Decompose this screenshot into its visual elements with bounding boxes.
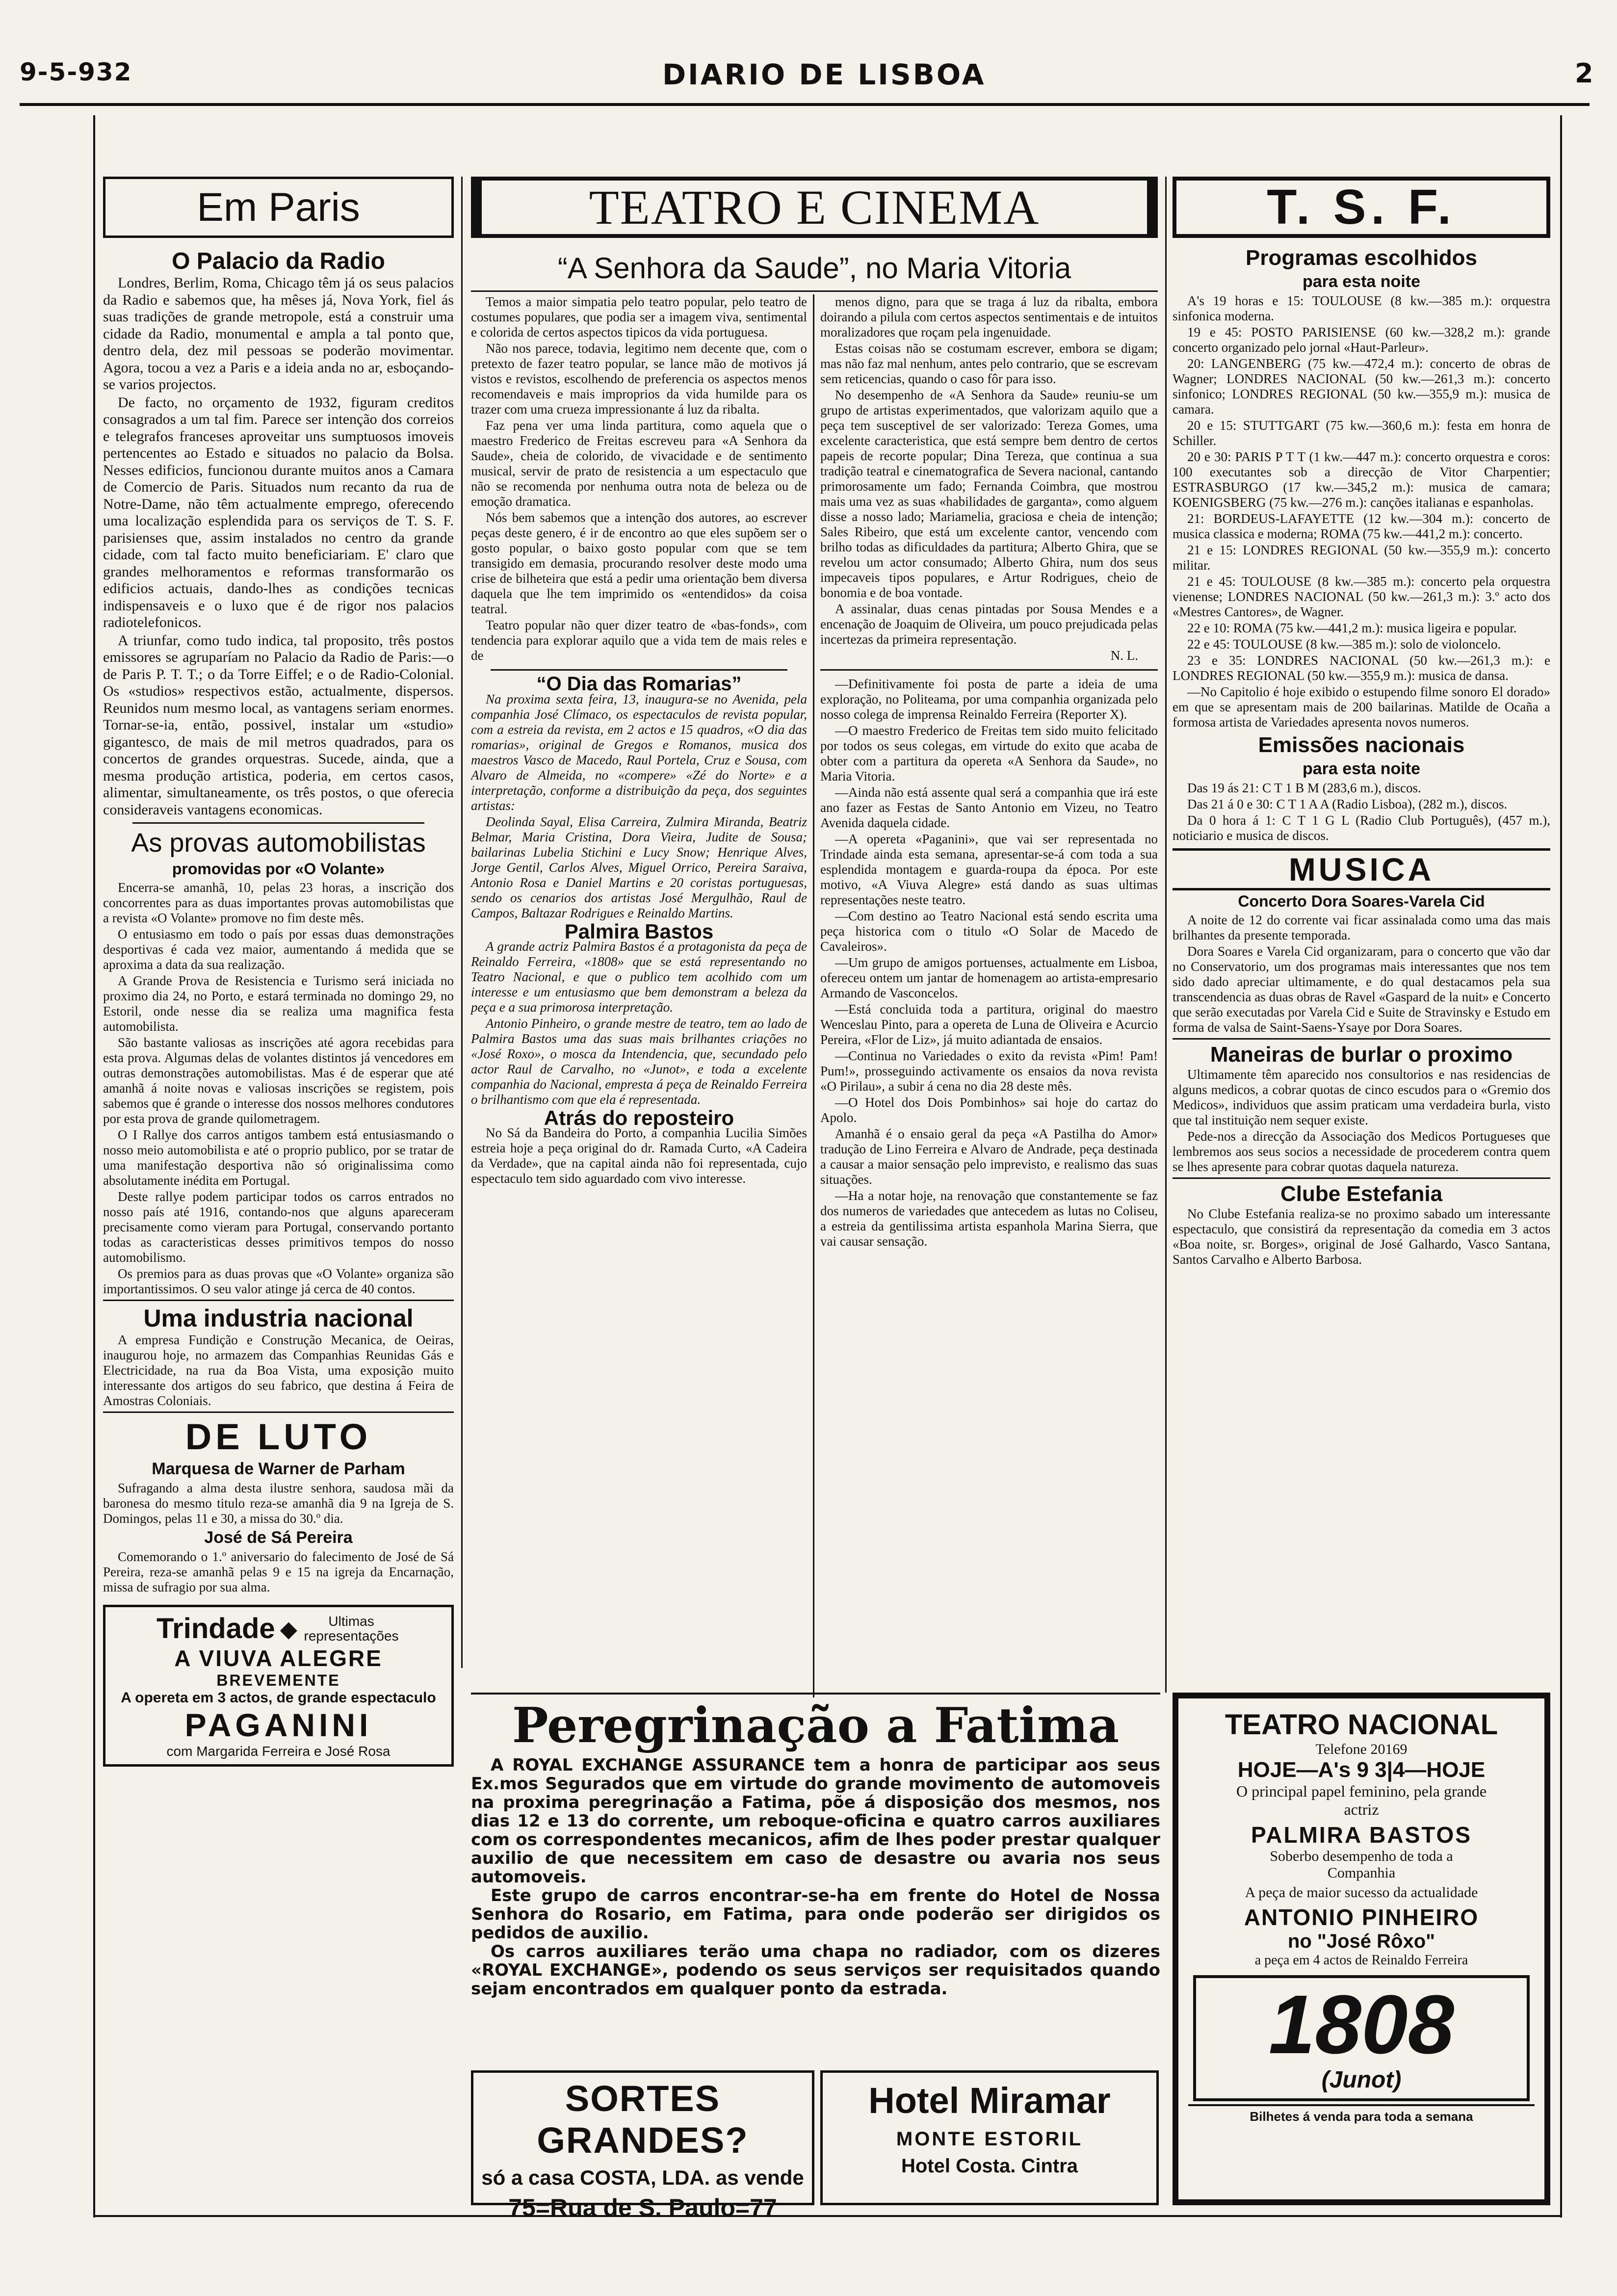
burlar-p1: Ultimamente têm aparecido nos consultorios e nas residencias de alguns medicos, a cobrar quotas de cinco escudos para o «Gremio dos Medicos», individuos que assim praticam uma verdadeira burla, visto que tal instituição nem sequer existe. — [1173, 1067, 1550, 1127]
nacional-actor2: no "José Rôxo" — [1287, 1931, 1435, 1952]
tsf-item: 22 e 45: TOULOUSE (8 kw.—385 m.): solo de violoncelo. — [1187, 637, 1501, 652]
divider — [132, 822, 424, 824]
news-item: —Ainda não está assente qual será a companhia que irá este ano fazer as Festas de Santo Antonio em Vizeu, no Teatro Avenida daquela cidade. — [820, 785, 1158, 830]
page-border-right — [1560, 115, 1562, 2218]
nacional-tickets: Bilhetes á venda para toda a semana — [1188, 2104, 1535, 2124]
luto-p1: Sufragando a alma desta ilustre senhora, saudosa mãi da baronesa do mesmo titulo reza-se amanhã dia 9 na Igreja de S. Domingos, pelas 11 e 30, a missa do 30.º dia. — [103, 1481, 454, 1526]
teatro-title: “A Senhora da Saude”, no Maria Vitoria — [557, 252, 1071, 285]
trindade-ad — [103, 1605, 454, 1767]
provas-subtitle: promovidas por «O Volante» — [172, 860, 385, 878]
news-item: Amanhã é o ensaio geral da peça «A Pastilha do Amor» tradução de Lino Ferreira e Alvaro de Andrade, peça destinada a causar a maior sensação pelo imprevisto, e realismo das suas situações. — [820, 1126, 1158, 1187]
teatro-heading — [471, 177, 1158, 238]
estefania-article — [1173, 1206, 1550, 1267]
tsf-heading-text: T. S. F. — [1267, 180, 1456, 235]
provas-p6: Deste rallye podem participar todos os carros entrados no nosso país até 1916, contando-nos que alguns apareceram precisamente como vieram para Portugal, conservando portanto todas as caracteristicas desses primitivos tempos do nosso automobilismo. — [103, 1189, 454, 1265]
divider — [471, 1693, 1160, 1695]
teatro-rule — [471, 290, 1158, 292]
tsf-heading — [1173, 177, 1550, 238]
news-item: —O maestro Frederico de Freitas tem sido muito felicitado por todos os seus colegas, em virtude do exito que acaba de obter com a partitura da opereta «A Senhora da Saude», no Maria Vitoria. — [820, 723, 1158, 783]
news-item: —Com destino ao Teatro Nacional está sendo escrita uma peça historica com o titulo «O Solar de Macedo de Cavaleiros». — [820, 909, 1158, 954]
emissoes-list — [1173, 781, 1550, 843]
luto-title: DE LUTO — [185, 1416, 372, 1457]
tsf-item: 20 e 30: PARIS P T T (1 kw.—447 m.): concerto orquestra e coros: 100 executantes sob a direcção de Vitor Charpentier; ESTRASBURGO (17 kw.—345,2 m.): musica de camara; KOENIGSBERG (75 kw.—276 m.): canções italianas e espanholas. — [1173, 449, 1550, 510]
fatima-ad — [471, 1693, 1160, 1998]
burlar-title: Maneiras de burlar o proximo — [1210, 1043, 1513, 1067]
burlar-p2: Pede-nos a direcção da Associação dos Medicos Portugueses que lembremos aos seus socios a necessidade de procederem contra quem se lhes apresente para cobrar quotas daquela natureza. — [1173, 1129, 1550, 1174]
nacional-number-box — [1193, 1975, 1530, 2101]
tsf-item: A's 19 horas e 15: TOULOUSE (8 kw.—385 m.): orquestra sinfonica moderna. — [1173, 293, 1550, 323]
diamond-icon: ◆ — [280, 1615, 298, 1642]
nacional-play: a peça em 4 actos de Reinaldo Ferreira — [1254, 1953, 1468, 1968]
trindade-show: PAGANINI — [184, 1707, 372, 1743]
em-paris-heading — [103, 177, 454, 238]
estefania-title: Clube Estefania — [1280, 1182, 1443, 1206]
miramar-line2: Hotel Costa. Cintra — [901, 2155, 1078, 2177]
paris-title: O Palacio da Radio — [172, 248, 385, 274]
news-item: —O Hotel dos Dois Pombinhos» sai hoje do cartaz do Apolo. — [820, 1095, 1158, 1125]
teatro-c1-p: Faz pena ver uma linda partitura, como aquela que o maestro Frederico de Freitas escreveu para «A Senhora da Saude», cheia de colorido, de vivacidade e de sentimento musical, servir de prato de resistencia a um espectaculo que não se recomenda por nenhuma outra nota de beleza ou de emoção dramatica. — [471, 418, 807, 509]
tsf-item: 20 e 15: STUTTGART (75 kw.—360,6 m.): festa em honra de Schiller. — [1173, 418, 1550, 448]
provas-p1: Encerra-se amanhã, 10, pelas 23 horas, a inscrição dos concorrentes para as duas importantes provas automobilistas que a revista «O Volante» promove no fim deste mês. — [103, 880, 454, 925]
column-rule — [461, 177, 463, 1668]
news-item: —Continua no Variedades o exito da revista «Pim! Pam! Pum!», prosseguindo activamente os ensaios da nova revista «O Pirilau», a subir á cena no dia 28 deste mês. — [820, 1048, 1158, 1094]
teatro-col1 — [471, 294, 807, 1187]
nacional-actress: PALMIRA BASTOS — [1251, 1822, 1472, 1848]
news-item: —Ha a notar hoje, na renovação que constantemente se faz dos numeros de variedades que antecedem as lutas no Coliseu, a estreia da gentilissima artista espanhola Marina Sierra, que vai causar sensação. — [820, 1188, 1158, 1249]
sortes-title: SORTES GRANDES? — [537, 2078, 749, 2161]
news-item: —Está concluida toda a partitura, original do maestro Wenceslau Pinto, para a opereta de Luna de Oliveira e Acurcio Pereira, «Flor de Liz», já muito adiantada de ensaios. — [820, 1002, 1158, 1047]
tsf-item: 20: LANGENBERG (75 kw.—472,4 m.): concerto de obras de Wagner; LONDRES NACIONAL (50 kw.—261,3 m.): concerto sinfonico; LONDRES REGIONAL (50 kw.—355,9 m.): musica de camara. — [1173, 356, 1550, 417]
estefania-p1: No Clube Estefania realiza-se no proximo sabado um interessante espectaculo, que consistirá da representação da comedia em 3 actos «Boa noite, sr. Borges», original de José Galhardo, Vasco Santana, Santos Carvalho e Alberto Barbosa. — [1173, 1206, 1550, 1267]
provas-article — [103, 880, 454, 1297]
nacional-big: 1808 — [1268, 1978, 1455, 2071]
page-border-left — [93, 115, 95, 2218]
teatro-sign: N. L. — [1110, 648, 1138, 663]
nacional-today: HOJE—A's 9 3|4—HOJE — [1237, 1758, 1486, 1782]
miramar-line1: MONTE ESTORIL — [896, 2128, 1083, 2150]
tsf-list — [1173, 293, 1550, 730]
romarias-title: “O Dia das Romarias” — [536, 673, 742, 695]
column-rule — [813, 294, 814, 1697]
divider — [1173, 1038, 1550, 1040]
palmira-p1: A grande actriz Palmira Bastos é a protagonista da peça de Reinaldo Ferreira, «1808» que se está representando no Teatro Nacional, e que o publico tem acolhido com um interesse e um entusiasmo que bem demonstram a beleza da peça e a sua primorosa interpretação. — [471, 939, 807, 1015]
teatro-c2-p: menos digno, para que se traga á luz da ribalta, embora doirando a pilula com certos aspectos sentimentais e de intuitos moralizadores que roçam pela ingenuidade. — [820, 294, 1158, 339]
sortes-ad — [471, 2070, 814, 2221]
provas-p7: Os premios para as duas provas que «O Volante» organiza são importantissimos. O seu valor atinge já cerca de 40 contos. — [103, 1266, 454, 1296]
fatima-body3: Os carros auxiliares terão uma chapa no radiador, com os dizeres «ROYAL EXCHANGE», podendo os seus serviços ser requisitados quando sejam encontrados em qualquer ponto da estrada. — [471, 1942, 1160, 1999]
teatro-c1-p: Nós bem sabemos que a intenção dos autores, ao escrever peças deste genero, é ir de encontro ao que eles supõem ser o gosto popular, o baixo gosto popular com que se tem transigido em demasia, procurando resolver deste modo uma crise de bilheteira que está a pedir uma orientação bem diversa daquela que lhe tem imprimido os «entendidos» da coisa teatral. — [471, 510, 807, 616]
tsf-item: 21 e 45: TOULOUSE (8 kw.—385 m.): concerto pela orquestra vienense; LONDRES NACIONAL (50 kw.—261,3 m.): 3.º acto dos «Mestres Cantores», de Wagner. — [1173, 574, 1550, 619]
teatro-col2 — [820, 294, 1158, 1250]
reposteiro-title: Atrás do reposteiro — [544, 1106, 734, 1129]
column-left — [103, 177, 454, 1767]
tsf-title: Programas escolhidos — [1246, 246, 1477, 270]
provas-p3: A Grande Prova de Resistencia e Turismo será iniciada no proximo dia 24, no Porto, e estará terminada no domingo 29, no Estoril, onde nesse dia se realiza uma magnifica festa automobilista. — [103, 973, 454, 1034]
industria-p1: A empresa Fundição e Construção Mecanica, de Oeiras, inaugurou hoje, no armazem das Companhias Reunidas Gás e Electricidade, na rua da Boa Vista, uma exposição muito interessante dos artigos do seu fabrico, que destina á Feira de Amostras Coloniais. — [103, 1332, 454, 1408]
tsf-item: —No Capitolio é hoje exibido o estupendo filme sonoro El dorado» em que se apresentam mais de 200 bailarinas. Matilde de Ocaña a formosa artista de Variedades apresenta novos numeros. — [1173, 684, 1550, 730]
page-border-bottom — [93, 2215, 1562, 2217]
emissoes-title: Emissões nacionais — [1258, 733, 1465, 757]
romarias-p2: Deolinda Sayal, Elisa Carreira, Zulmira Miranda, Beatriz Belmar, Maria Cristina, Dora Vieira, Judite de Sousa; bailarinas Lubelia Stichini e Lucy Snow; Henrique Alves, Jorge Gentil, Carlos Alves, Miguel Orrico, Pereira Saraiva, Antonio Rosa e Daniel Martins e 20 coristas portuguesas, sendo os cenarios dos artistas José Mergulhão, Raul de Campos, Baltazar Rodrigues e Reinaldo Martins. — [471, 814, 807, 920]
provas-p5: O I Rallye dos carros antigos tambem está entusiasmando o nosso meio automobilista e até o proprio publico, por se tratar de uma manifestação desportiva não só originalissima como absolutamente inédita em Portugal. — [103, 1127, 454, 1188]
nacional-actor: ANTONIO PINHEIRO — [1244, 1905, 1479, 1930]
musica-article — [1173, 913, 1550, 1035]
provas-title: As provas automobilistas — [131, 828, 426, 858]
musica-p2: Dora Soares e Varela Cid organizaram, para o concerto que vão dar no Conservatorio, um dos programas mais interessantes que nos tem sido dado apreciar ultimamente, e do qual destacamos pela sua transcendencia as duas obras de Ravel «Gaspard de la nuit» e Concerto que serão executadas por Varela Cid e Suite de Stravinsky e Estudo em forma de valsa de Saint-Saens-Ysaye por Dora Soares. — [1173, 944, 1550, 1035]
emissoes-item: Das 19 ás 21: C T 1 B M (283,6 m.), discos. — [1187, 781, 1421, 795]
teatro-c1-p: Não nos parece, todavia, legitimo nem decente que, com o pretexto de fazer teatro popular, se lance mão de motivos já vistos e revistos, escolhendo de preferencia os aspectos menos recomendaveis e mais improprios da vida humilde para os trazer com uma crueza impressionante á luz da ribalta. — [471, 341, 807, 417]
teatro-c2-p: A assinalar, duas cenas pintadas por Sousa Mendes e a encenação de Joaquim de Oliveira, um pouco prejudicada pelas incertezas da primeira representação. — [820, 601, 1158, 647]
miramar-ad — [820, 2070, 1159, 2205]
divider — [820, 669, 1158, 671]
divider — [103, 1411, 454, 1413]
musica-sub: Concerto Dora Soares-Varela Cid — [1238, 892, 1485, 910]
emissoes-item: Das 21 á 0 e 30: C T 1 A A (Radio Lisboa), (282 m.), discos. — [1187, 797, 1508, 811]
paris-p3: A triunfar, como tudo indica, tal proposito, três postos emissores se agruparíam no Palacio da Radio de Paris:—o de Paris P. T. T.; o da Torre Eiffel; e o de Radio-Colonial. Os «studios» respectivos estão, actualmente, dispersos. Reunidos num mesmo local, as vantagens seriam enormes. Tornar-se-ia, então, possivel, instalar um «studio» gigantesco, de mais de mil metros quadrados, para os concertos de grandes orquestras. Sucede, ainda, que a mesma produção artistica, poderia, em certos casos, alimentar, simultaneamente, os três postos, o que oferecia consideraveis vantagens economicas. — [103, 632, 454, 818]
trindade-desc: A opereta em 3 actos, de grande espectaculo — [121, 1690, 436, 1706]
romarias-p1: Na proxima sexta feira, 13, inaugura-se no Avenida, pela companhia José Clímaco, os espectaculos de revista popular, com a estreia da revista, em 2 actos e 15 quadros, «O dia das romarias», original de Gregos e Romanos, musica dos maestros Vasco de Macedo, Raul Portela, Cruz e Sousa, com Alvaro de Almeida, no «compere» «Zé do Norte» e a interpretação, conforme a distribuição da peça, dos seguintes artistas: — [471, 692, 807, 813]
column-right — [1173, 177, 1550, 1268]
nacional-success: A peça de maior sucesso da actualidade — [1245, 1884, 1478, 1901]
nacional-phone: Telefone 20169 — [1315, 1741, 1408, 1757]
palmira-p2: Antonio Pinheiro, o grande mestre de teatro, tem ao lado de Palmira Bastos uma das suas mais brilhantes criações no «José Roxo», o mosca da Intendencia, que, secundado pelo actor Raul de Carvalho, no «Junot», e toda a excelente companhia do Nacional, empresta á peça de Reinaldo Ferreira o brilhantismo com que ela é representada. — [471, 1016, 807, 1107]
teatro-c2-p: Estas coisas não se costumam escrever, embora se digam; mas não faz mal nenhum, antes pelo contrario, que se escrevam sem reticencias, quando o caso fôr para isso. — [820, 341, 1158, 386]
teatro-c1-p: Temos a maior simpatia pelo teatro popular, pelo teatro de costumes populares, que podia ser a imagem viva, sentimental e colorida de certos aspectos tipicos da vida portuguesa. — [471, 294, 807, 339]
musica-p1: A noite de 12 do corrente vai ficar assinalada como uma das mais brilhantes da presente temporada. — [1173, 913, 1550, 942]
em-paris-heading-text: Em Paris — [197, 184, 360, 230]
nacional-role: O principal papel feminino, pela grande actriz — [1236, 1782, 1487, 1818]
fatima-title: Peregrinação a Fatima — [512, 1697, 1120, 1754]
news-item: —A opereta «Paganini», que vai ser representada no Trindade ainda esta semana, apresentar-se-á com toda a sua esplendida montagem e guarda-roupa da época. Por este motivo, «A Viuva Alegre» está dando as suas ultimas representações neste teatro. — [820, 832, 1158, 907]
miramar-title: Hotel Miramar — [868, 2080, 1111, 2121]
nacional-junot: (Junot) — [1321, 2067, 1402, 2093]
luto-name2: José de Sá Pereira — [204, 1528, 353, 1547]
fatima-body2: Este grupo de carros encontrar-se-ha em frente do Hotel de Nossa Senhora do Rosario, em Fatima, para onde poderão ser dirigidos os pedidos de auxilio. — [471, 1886, 1160, 1943]
paris-p2: De facto, no orçamento de 1932, figuram creditos consagrados a um tal fim. Parece ser intenção dos correios e telegrafos franceses aproveitar uns sumptuosos imoveis pertencentes ao Estado e situados no palacio da Bolsa. Nesses edificios, funcionou durante muitos anos a Camara de Comercio de Paris. Situados num recanto da rua de Notre-Dame, não têm actualmente emprego, oferecendo uma localização esplendida para os serviços de T. S. F. parisienses que, assim instalados no centro da grande cidade, com tal facto muito beneficiariam. E' claro que grandes melhoramentos e reformas transformarão os edificios actuais, dando-lhes as condições tecnicas indispensaveis e o luxo que é de rigor nos palacios radiotelefonicos. — [103, 394, 454, 630]
fatima-body: A ROYAL EXCHANGE ASSURANCE tem a honra de participar aos seus Ex.mos Segurados que em virtude do grande movimento de automoveis na proxima peregrinação a Fatima, põe á disposição dos mesmos, nos dias 12 e 13 do corrente, um reboque-oficina e quatro carros auxiliares com os correspondentes mecanicos, afim de lhes poder prestar qualquer auxilio de que necessitem em caso de desastre ou avaria nos seus automoveis. — [471, 1755, 1160, 1887]
industria-article — [103, 1332, 454, 1409]
divider — [1173, 1177, 1550, 1179]
news-item: —Definitivamente foi posta de parte a ideia de uma exploração, no Politeama, por uma companhia organizada pelo nosso colega de imprensa Reinaldo Ferreira (Reporter X). — [820, 677, 1158, 722]
teatro-c1-p: Teatro popular não quer dizer teatro de «bas-fonds», com tendencia para explorar aquilo que a vida tem de mais reles e de — [471, 618, 807, 663]
nacional-ad — [1173, 1693, 1550, 2205]
trindade-cast: com Margarida Ferreira e José Rosa — [166, 1744, 391, 1759]
luto-name1: Marquesa de Warner de Parham — [152, 1460, 405, 1478]
masthead-title: DIARIO DE LISBOA — [662, 58, 986, 91]
tsf-item: 23 e 35: LONDRES NACIONAL (50 kw.—261,3 m.): e LONDRES REGIONAL (50 kw.—355,9 m.): musica de dansa. — [1173, 653, 1550, 683]
trindade-last: Ultimas representações — [304, 1613, 399, 1644]
masthead-page: 2 — [1575, 58, 1593, 89]
sortes-line2: 75=Rua de S. Paulo=77 — [508, 2194, 777, 2221]
tsf-item: 21: BORDEUS-LAFAYETTE (12 kw.—304 m.): concerto de musica classica e moderna; ROMA (75 kw.—441,2 m.): concerto. — [1173, 511, 1550, 541]
provas-p2: O entusiasmo em todo o país por essas duas demonstrações desportivas é cada vez maior, aumentando á medida que se aproxima a data da sua realização. — [103, 927, 454, 972]
news-item: —Um grupo de amigos portuenses, actualmente em Lisboa, ofereceu ontem um jantar de homenagem ao artista-empresario Armando de Vasconcelos. — [820, 955, 1158, 1000]
divider — [491, 669, 787, 671]
industria-title: Uma industria nacional — [143, 1305, 414, 1332]
masthead-rule — [20, 103, 1590, 106]
trindade-name: Trindade — [156, 1613, 275, 1644]
burlar-article — [1173, 1067, 1550, 1174]
palmira-title: Palmira Bastos — [564, 920, 714, 943]
musica-title: MUSICA — [1173, 848, 1550, 890]
sortes-line1: só a casa COSTA, LDA. as vende — [481, 2166, 804, 2189]
nacional-title: TEATRO NACIONAL — [1225, 1709, 1498, 1741]
tsf-item: 19 e 45: POSTO PARISIENSE (60 kw.—328,2 m.): grande concerto organizado pelo jornal «Haut-Parleur». — [1173, 325, 1550, 355]
paris-article — [103, 275, 454, 818]
nacional-desc: Soberbo desempenho de toda a Companhia — [1270, 1848, 1453, 1881]
masthead-date: 9-5-932 — [20, 58, 132, 86]
luto-p2: Comemorando o 1.º aniversario do falecimento de José de Sá Pereira, reza-se amanhã pelas 9 e 15 na igreja da Encarnação, missa de sufragio por sua alma. — [103, 1549, 454, 1594]
provas-p4: São bastante valiosas as inscrições até agora recebidas para esta prova. Algumas delas de volantes distintos já vencedores em outras demonstrações automobilistas. Mas é de esperar que até amanhã á noite novas e valiosas inscrições se registem, pois sabemos que é grande o interesse dos nossos melhores condutores por esta prova de grande quilometragem. — [103, 1035, 454, 1126]
emissoes-item: Da 0 hora á 1: C T 1 G L (Radio Club Português), (457 m.), noticiario e musica de discos. — [1173, 813, 1550, 843]
trindade-play: A VIUVA ALEGRE — [174, 1645, 383, 1671]
emissoes-sub: para esta noite — [1303, 759, 1420, 778]
tsf-sub: para esta noite — [1303, 272, 1420, 291]
column-rule — [1165, 177, 1167, 1693]
teatro-c2-p: No desempenho de «A Senhora da Saude» reuniu-se um grupo de artistas experimentados, que valorizam aquilo que a peça tem susceptivel de ser valorizado: Tereza Gomes, uma excelente caracteristica, que está sempre bem dentro de certos papeis de recorte popular; Dina Tereza, que continua a sua tradição teatral e cinematografica de Severa nacional, cantando primorosamente um fado; Fernanda Coimbra, que mostrou mais uma vez as suas «habilidades de garganta», como alguem disse a nosso lado; Mariamelia, graciosa e cheia de intenção; Sales Ribeiro, que está um excelente cantor, vencendo com brilho todas as dificuldades da partitura; Alberto Ghira, que se revelou um actor consumado; Alberto Ghira, num dos seus impecaveis tipos populares, e Artur Rodrigues, cheio de bonomia e de boa vontade. — [820, 388, 1158, 600]
teatro-heading-text: TEATRO E CINEMA — [589, 180, 1040, 235]
tsf-item: 22 e 10: ROMA (75 kw.—441,2 m.): musica ligeira e popular. — [1187, 621, 1517, 635]
divider — [103, 1300, 454, 1301]
reposteiro-p1: No Sá da Bandeira do Porto, a companhia Lucilia Simões estreia hoje a peça original do dr. Ramada Curto, «A Cadeira da Verdade», que na capital ainda não foi representada, cujo espectaculo tem sido aguardado com vivo interesse. — [471, 1125, 807, 1186]
paris-p1: Londres, Berlim, Roma, Chicago têm já os seus palacios da Radio e sabemos que, ha mêses já, Nova York, fiel ás suas tradições de grande metropole, está a construir uma cidade da Radio, monumental e ampla a tal ponto que, dentro dela, dez mil pessoas se poderão movimentar. Agora, tocou a vez a Paris e a ideia anda no ar, esboçando-se varios projectos. — [103, 275, 454, 392]
trindade-brevemente: BREVEMENTE — [216, 1671, 340, 1689]
tsf-item: 21 e 15: LONDRES REGIONAL (50 kw.—355,9 m.): concerto militar. — [1173, 543, 1550, 573]
